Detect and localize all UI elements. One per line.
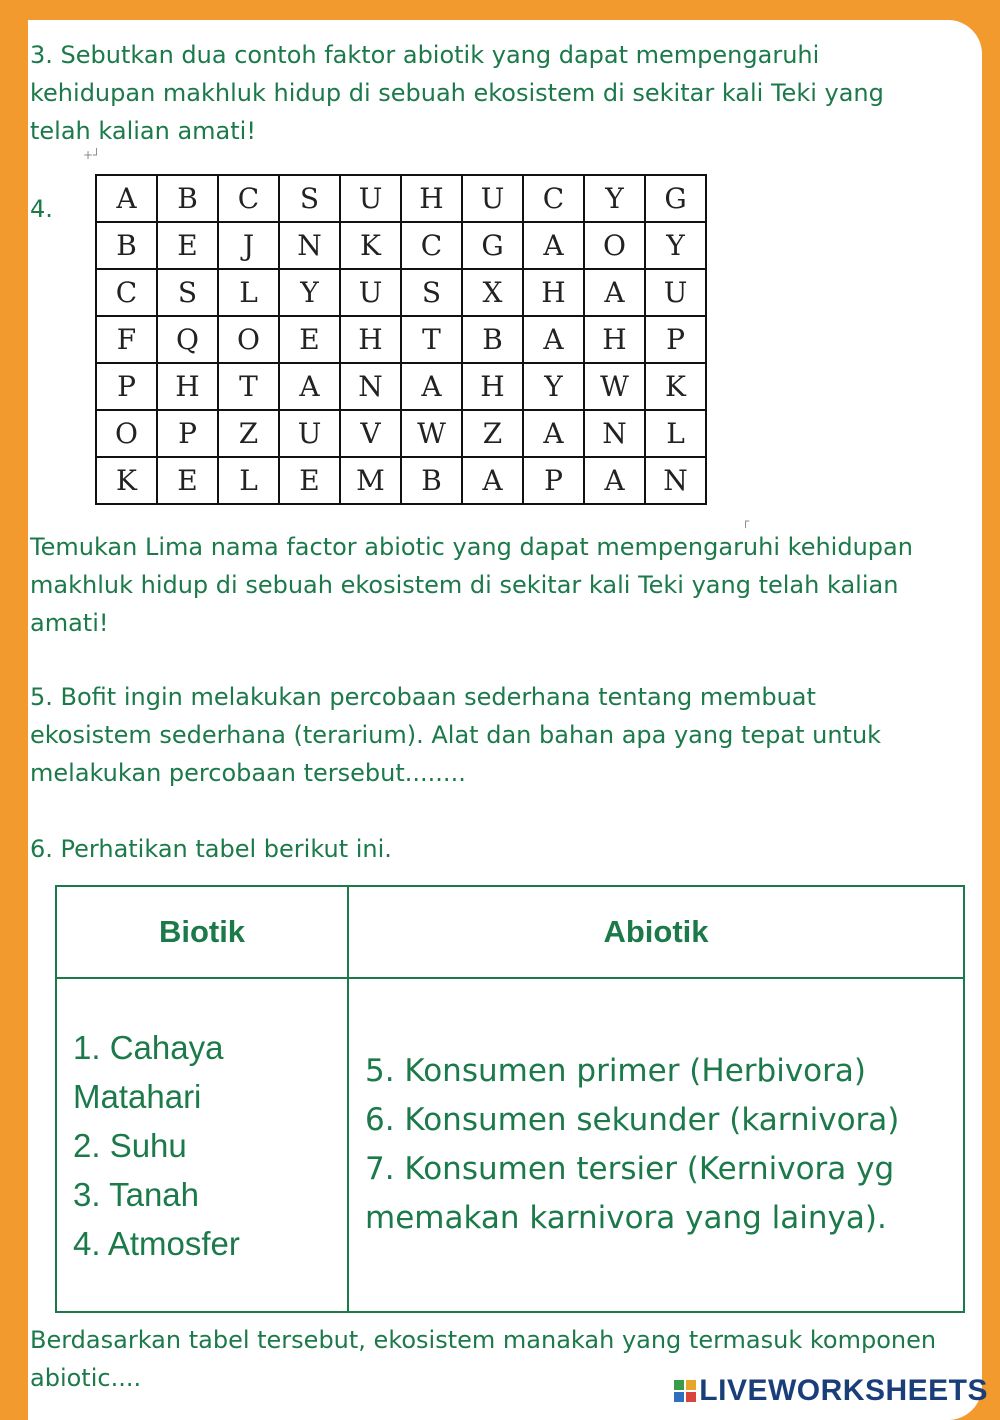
grid-letter-cell: U xyxy=(279,410,340,457)
biotik-item: 4. Atmosfer xyxy=(73,1224,240,1262)
grid-letter-cell: A xyxy=(279,363,340,410)
table-move-handle-icon: +┘ xyxy=(83,148,101,162)
grid-letter-cell: O xyxy=(584,222,645,269)
table-resize-corner-icon: ┌ xyxy=(742,514,750,528)
word-search-grid xyxy=(95,174,707,505)
grid-row xyxy=(96,457,706,504)
grid-letter-cell: M xyxy=(340,457,401,504)
grid-letter-cell: A xyxy=(401,363,462,410)
question-3-line: 3. Sebutkan dua contoh faktor abiotik yang dapat mempengaruhi xyxy=(30,41,820,69)
grid-letter-cell: J xyxy=(218,222,279,269)
grid-letter-cell: G xyxy=(645,175,706,222)
grid-letter-cell: C xyxy=(523,175,584,222)
abiotik-cell xyxy=(348,978,964,1312)
grid-letter-cell: Y xyxy=(523,363,584,410)
grid-letter-cell: O xyxy=(218,316,279,363)
grid-letter-cell: K xyxy=(340,222,401,269)
biotik-item: 1. Cahaya xyxy=(73,1028,224,1066)
grid-row xyxy=(96,175,706,222)
closing-line: abiotic.... xyxy=(30,1364,142,1392)
grid-letter-cell: Y xyxy=(645,222,706,269)
grid-letter-cell: A xyxy=(523,316,584,363)
grid-letter-cell: S xyxy=(157,269,218,316)
biotik-item: 2. Suhu xyxy=(73,1126,187,1164)
abiotik-item: 6. Konsumen sekunder (karnivora) xyxy=(365,1102,900,1138)
grid-letter-cell: E xyxy=(279,457,340,504)
grid-letter-cell: T xyxy=(401,316,462,363)
grid-letter-cell: C xyxy=(218,175,279,222)
grid-letter-cell: H xyxy=(523,269,584,316)
grid-letter-cell: O xyxy=(96,410,157,457)
grid-letter-cell: L xyxy=(218,269,279,316)
grid-letter-cell: A xyxy=(584,457,645,504)
grid-letter-cell: A xyxy=(584,269,645,316)
grid-letter-cell: E xyxy=(157,457,218,504)
grid-letter-cell: N xyxy=(645,457,706,504)
grid-letter-cell: N xyxy=(340,363,401,410)
closing-line: Berdasarkan tabel tersebut, ekosistem manakah yang termasuk komponen xyxy=(30,1326,937,1354)
header-biotik: Biotik xyxy=(56,886,348,978)
grid-letter-cell: Y xyxy=(279,269,340,316)
abiotik-item: 5. Konsumen primer (Herbivora) xyxy=(365,1053,866,1089)
grid-letter-cell: P xyxy=(645,316,706,363)
grid-letter-cell: P xyxy=(96,363,157,410)
question-4-instruction xyxy=(30,528,950,642)
question-4-number: 4. xyxy=(30,195,53,223)
grid-letter-cell: U xyxy=(645,269,706,316)
grid-letter-cell: C xyxy=(96,269,157,316)
grid-letter-cell: A xyxy=(523,410,584,457)
question-6-intro: 6. Perhatikan tabel berikut ini. xyxy=(30,835,392,863)
brand-text: LIVEWORKSHEETS xyxy=(699,1374,988,1407)
grid-letter-cell: W xyxy=(401,410,462,457)
instruction-line: makhluk hidup di sebuah ekosistem di sekitar kali Teki yang telah kalian xyxy=(30,571,899,599)
question-3-line: telah kalian amati! xyxy=(30,117,256,145)
grid-letter-cell: P xyxy=(523,457,584,504)
grid-letter-cell: L xyxy=(645,410,706,457)
biotik-item: Matahari xyxy=(73,1077,202,1115)
grid-letter-cell: X xyxy=(462,269,523,316)
grid-letter-cell: Z xyxy=(218,410,279,457)
abiotik-item: memakan karnivora yang lainya). xyxy=(365,1200,887,1236)
grid-letter-cell: P xyxy=(157,410,218,457)
question-3-line: kehidupan makhluk hidup di sebuah ekosistem di sekitar kali Teki yang xyxy=(30,79,884,107)
instruction-line: amati! xyxy=(30,609,109,637)
grid-row xyxy=(96,316,706,363)
grid-letter-cell: F xyxy=(96,316,157,363)
grid-letter-cell: V xyxy=(340,410,401,457)
grid-row xyxy=(96,222,706,269)
grid-letter-cell: H xyxy=(157,363,218,410)
grid-letter-cell: G xyxy=(462,222,523,269)
grid-letter-cell: S xyxy=(401,269,462,316)
grid-letter-cell: N xyxy=(279,222,340,269)
grid-row xyxy=(96,410,706,457)
question-5-line: ekosistem sederhana (terarium). Alat dan bahan apa yang tepat untuk xyxy=(30,721,882,749)
grid-letter-cell: U xyxy=(340,175,401,222)
instruction-line: Temukan Lima nama factor abiotic yang dapat mempengaruhi kehidupan xyxy=(30,533,913,561)
question-5 xyxy=(30,678,930,792)
grid-letter-cell: U xyxy=(462,175,523,222)
grid-letter-cell: A xyxy=(523,222,584,269)
question-3 xyxy=(30,36,930,150)
grid-letter-cell: B xyxy=(157,175,218,222)
grid-letter-cell: W xyxy=(584,363,645,410)
grid-letter-cell: B xyxy=(96,222,157,269)
grid-letter-cell: L xyxy=(218,457,279,504)
grid-letter-cell: A xyxy=(96,175,157,222)
liveworksheets-brand xyxy=(674,1374,988,1408)
abiotik-item: 7. Konsumen tersier (Kernivora yg xyxy=(365,1151,895,1187)
grid-letter-cell: C xyxy=(401,222,462,269)
grid-letter-cell: E xyxy=(279,316,340,363)
grid-letter-cell: T xyxy=(218,363,279,410)
grid-letter-cell: E xyxy=(157,222,218,269)
grid-row xyxy=(96,363,706,410)
grid-letter-cell: Z xyxy=(462,410,523,457)
question-5-line: melakukan percobaan tersebut........ xyxy=(30,759,466,787)
grid-letter-cell: H xyxy=(584,316,645,363)
grid-letter-cell: Y xyxy=(584,175,645,222)
grid-letter-cell: B xyxy=(401,457,462,504)
biotik-item: 3. Tanah xyxy=(73,1175,200,1213)
grid-letter-cell: H xyxy=(401,175,462,222)
grid-letter-cell: B xyxy=(462,316,523,363)
header-abiotik: Abiotik xyxy=(348,886,964,978)
biotik-cell xyxy=(56,978,348,1312)
biotik-abiotik-table xyxy=(55,885,965,1313)
grid-letter-cell: H xyxy=(340,316,401,363)
grid-letter-cell: N xyxy=(584,410,645,457)
grid-letter-cell: H xyxy=(462,363,523,410)
grid-letter-cell: A xyxy=(462,457,523,504)
grid-row xyxy=(96,269,706,316)
grid-letter-cell: S xyxy=(279,175,340,222)
liveworksheets-logo-icon xyxy=(674,1380,696,1402)
grid-letter-cell: K xyxy=(96,457,157,504)
question-5-line: 5. Bofit ingin melakukan percobaan sederhana tentang membuat xyxy=(30,683,816,711)
grid-letter-cell: K xyxy=(645,363,706,410)
grid-letter-cell: U xyxy=(340,269,401,316)
grid-letter-cell: Q xyxy=(157,316,218,363)
